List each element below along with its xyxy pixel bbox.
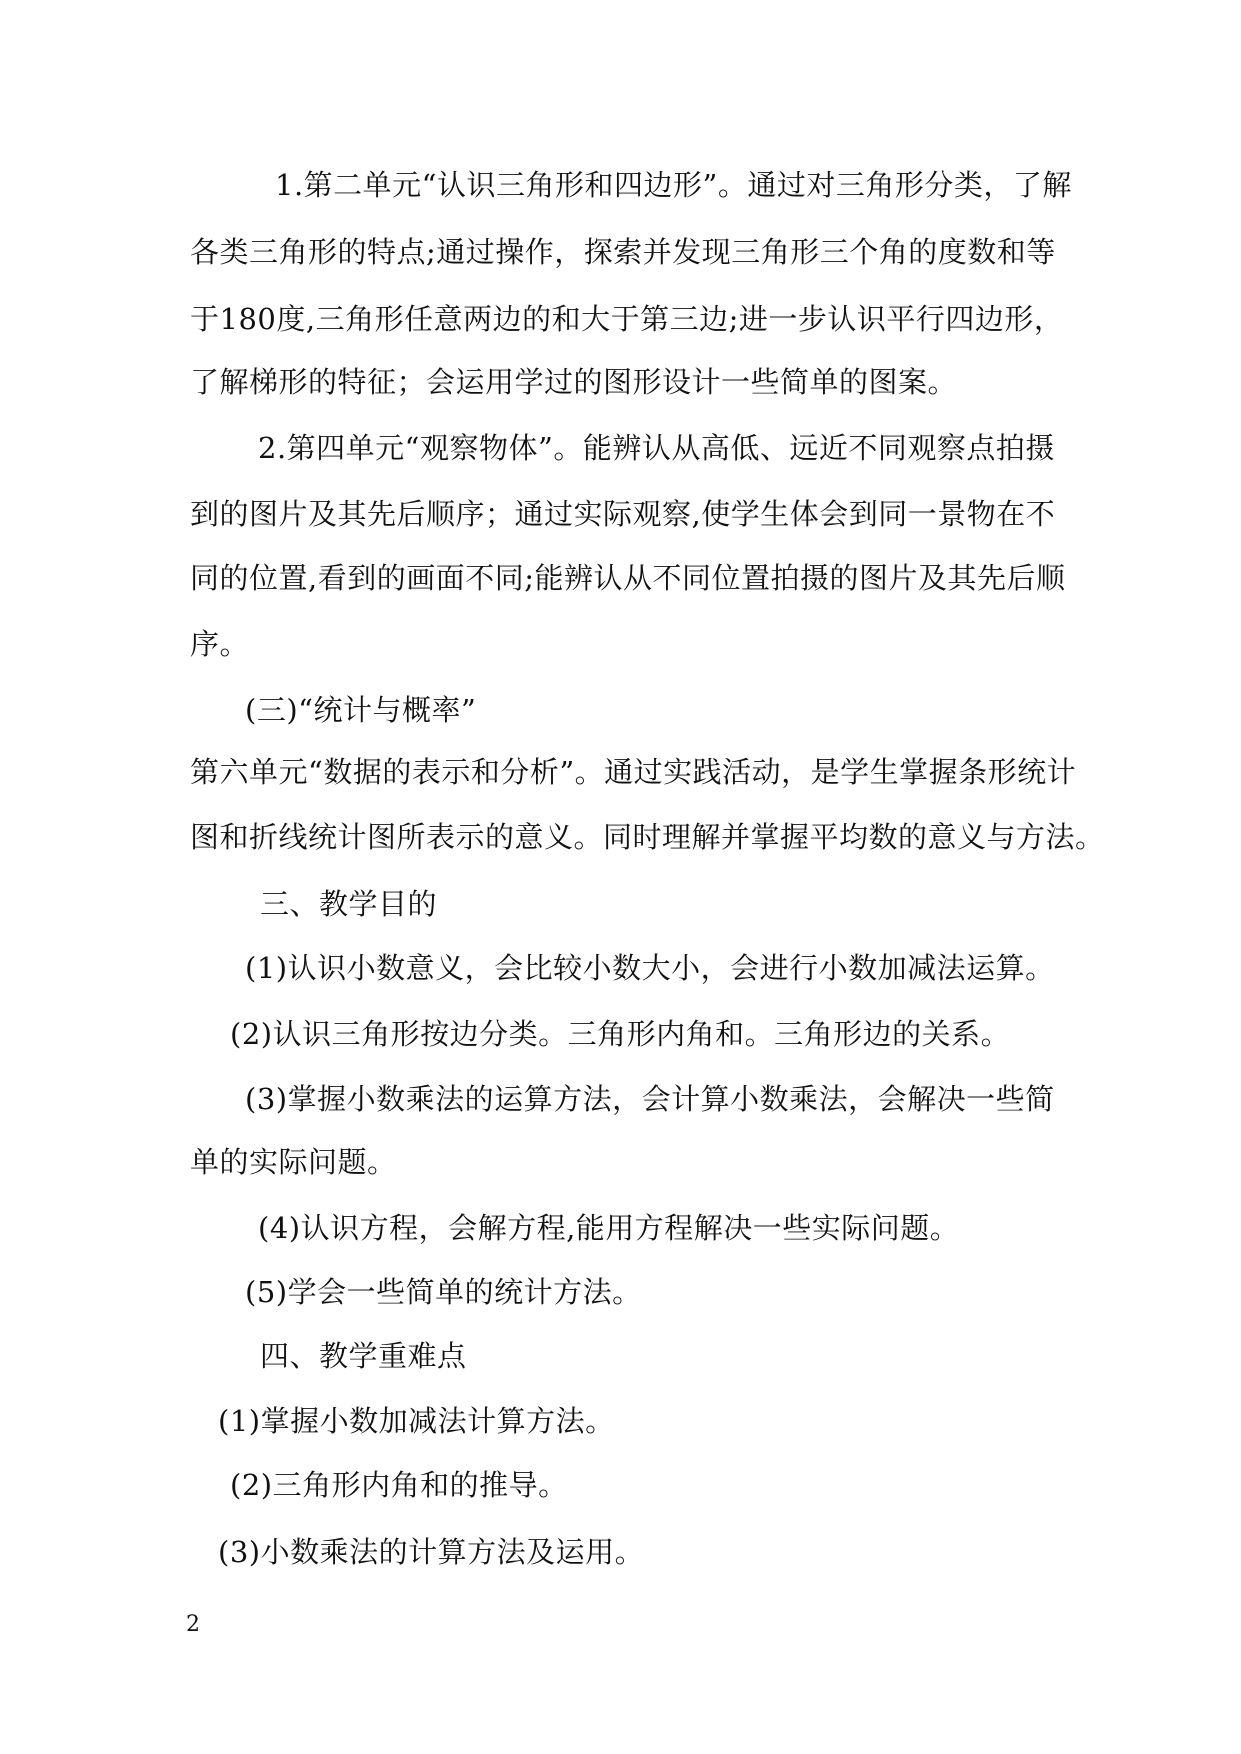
section-heading: 三、教学目的 bbox=[260, 887, 438, 921]
section-heading: (三)“统计与概率” bbox=[245, 693, 477, 727]
text-line: 单的实际问题。 bbox=[190, 1145, 397, 1179]
text-line: 到的图片及其先后顺序；通过实际观察,使学生体会到同一景物在不 bbox=[190, 497, 1056, 531]
text-line: 了解梯形的特征；会运用学过的图形设计一些简单的图案。 bbox=[190, 365, 958, 399]
page-number: 2 bbox=[186, 1612, 200, 1637]
text-line: 2.第四单元“观察物体”。能辨认从高低、远近不同观察点拍摄 bbox=[258, 431, 1055, 465]
text-line: 1.第二单元“认识三角形和四边形”。通过对三角形分类，了解 bbox=[275, 168, 1072, 202]
text-line: 图和折线统计图所表示的意义。同时理解并掌握平均数的意义与方法。 bbox=[190, 820, 1105, 854]
list-item: (2)三角形内角和的推导。 bbox=[230, 1468, 568, 1502]
list-item: (3)小数乘法的计算方法及运用。 bbox=[218, 1535, 645, 1569]
list-item: (1)掌握小数加减法计算方法。 bbox=[218, 1404, 615, 1438]
section-heading: 四、教学重难点 bbox=[260, 1339, 467, 1373]
list-item: (1)认识小数意义，会比较小数大小，会进行小数加减法运算。 bbox=[245, 951, 1055, 985]
list-item: (3)掌握小数乘法的运算方法，会计算小数乘法，会解决一些简 bbox=[245, 1082, 1055, 1116]
list-item: (2)认识三角形按边分类。三角形内角和。三角形边的关系。 bbox=[230, 1017, 1011, 1051]
text-line: 于180度,三角形任意两边的和大于第三边;进一步认识平行四边形， bbox=[190, 302, 1064, 336]
list-item: (5)学会一些简单的统计方法。 bbox=[245, 1275, 642, 1309]
text-line: 同的位置,看到的画面不同;能辨认从不同位置拍摄的图片及其先后顺 bbox=[190, 561, 1066, 595]
text-line: 第六单元“数据的表示和分析”。通过实践活动，是学生掌握条形统计 bbox=[190, 755, 1077, 789]
text-line: 序。 bbox=[190, 627, 250, 661]
list-item: (4)认识方程，会解方程,能用方程解决一些实际问题。 bbox=[258, 1211, 960, 1245]
text-line: 各类三角形的特点;通过操作，探索并发现三角形三个角的度数和等 bbox=[190, 235, 1056, 269]
